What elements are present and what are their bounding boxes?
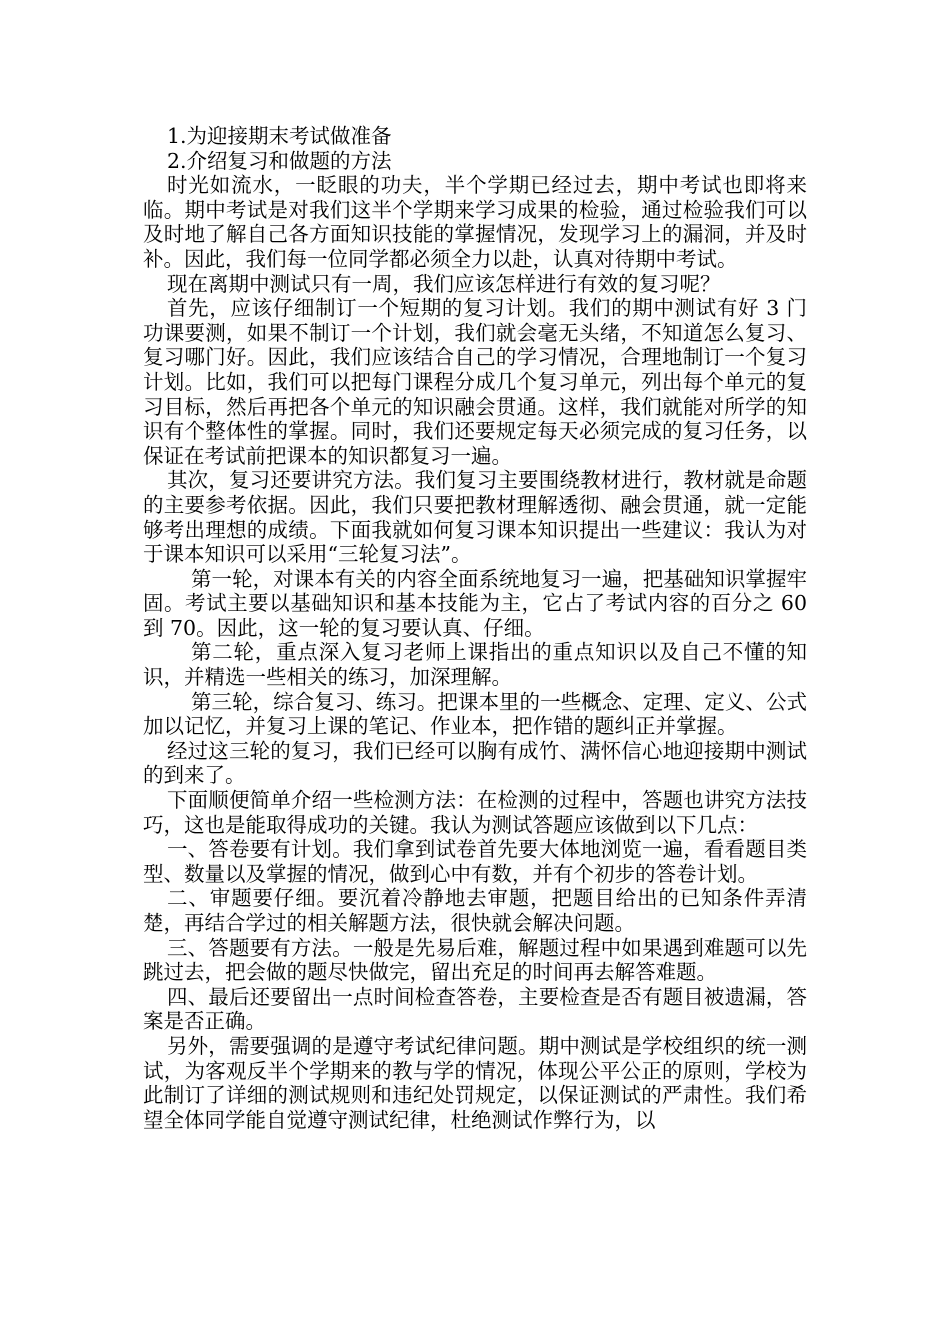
paragraph-point-one: 一、答卷要有计划。我们拿到试卷首先要大体地浏览一遍，看看题目类型、数量以及掌握的情况，做到心中有数，并有个初步的答卷计划。 <box>143 837 807 886</box>
paragraph-round-three: 第三轮，综合复习、练习。把课本里的一些概念、定理、定义、公式加以记忆，并复习上课的笔记、作业本，把作错的题纠正并掌握。 <box>143 689 807 739</box>
outline-item-1: 1.为迎接期末考试做准备 <box>167 124 392 148</box>
paragraph-conclusion-rounds: 经过这三轮的复习，我们已经可以胸有成竹、满怀信心地迎接期中测试的到来了。 <box>143 738 807 788</box>
outline-item-2: 2.介绍复习和做题的方法 <box>167 148 392 173</box>
paragraph-first-plan: 首先，应该仔细制订一个短期的复习计划。我们的期中测试有好 3 门功课要测，如果不制订一个计划，我们就会毫无头绪，不知道怎么复习、复习哪门好。因此，我们应该结合自己的学习情况，合理地制订一个复习计划。比如，我们可以把每门课程分成几个复习单元，列出每个单元的复习目标，然后再把各个单元的知识融会贯通。这样，我们就能对所学的知识有个整体性的掌握。同时，我们还要规定每天必须完成的复习任务，以保证在考试前把课本的知识都复习一遍。 <box>143 296 807 468</box>
document-page <box>143 124 807 1132</box>
paragraph-point-four: 四、最后还要留出一点时间检查答卷，主要检查是否有题目被遗漏，答案是否正确。 <box>143 984 807 1034</box>
paragraph-point-three: 三、答题要有方法。一般是先易后难，解题过程中如果遇到难题可以先跳过去，把会做的题尽快做完，留出充足的时间再去解答难题。 <box>143 935 807 985</box>
paragraph-discipline: 另外，需要强调的是遵守考试纪律问题。期中测试是学校组织的统一测试，为客观反半个学期来的教与学的情况，体现公平公正的原则，学校为此制订了详细的测试规则和违纪处罚规定，以保证测试的严肃性。我们希望全体同学能自觉遵守测试纪律，杜绝测试作弊行为，以 <box>143 1033 807 1132</box>
paragraph-round-two: 第二轮，重点深入复习老师上课指出的重点知识以及自己不懂的知识，并精选一些相关的练习，加深理解。 <box>143 640 807 690</box>
paragraph-question: 现在离期中测试只有一周，我们应该怎样进行有效的复习呢？ <box>167 271 721 296</box>
paragraph-intro: 时光如流水，一眨眼的功夫，半个学期已经过去，期中考试也即将来临。期中考试是对我们这半个学期来学习成果的检验，通过检验我们可以及时地了解自己各方面知识技能的掌握情况，发现学习上的漏洞，并及时补。因此，我们每一位同学都必须全力以赴，认真对待期中考试。 <box>143 173 807 271</box>
paragraph-round-one: 第一轮，对课本有关的内容全面系统地复习一遍，把基础知识掌握牢固。考试主要以基础知识和基本技能为主，它占了考试内容的百分之 60 到 70。因此，这一轮的复习要认真、仔细。 <box>143 566 807 640</box>
paragraph-point-two: 二、审题要仔细。要沉着冷静地去审题，把题目给出的已知条件弄清楚，再结合学过的相关解题方法，很快就会解决问题。 <box>143 886 807 935</box>
paragraph-second-method: 其次，复习还要讲究方法。我们复习主要围绕教材进行，教材就是命题的主要参考依据。因此，我们只要把教材理解透彻、融会贯通，就一定能够考出理想的成绩。下面我就如何复习课本知识提出一些建议：我认为对于课本知识可以采用“三轮复习法”。 <box>143 468 807 567</box>
paragraph-test-methods: 下面顺便简单介绍一些检测方法：在检测的过程中，答题也讲究方法技巧，这也是能取得成功的关键。我认为测试答题应该做到以下几点： <box>143 788 807 837</box>
